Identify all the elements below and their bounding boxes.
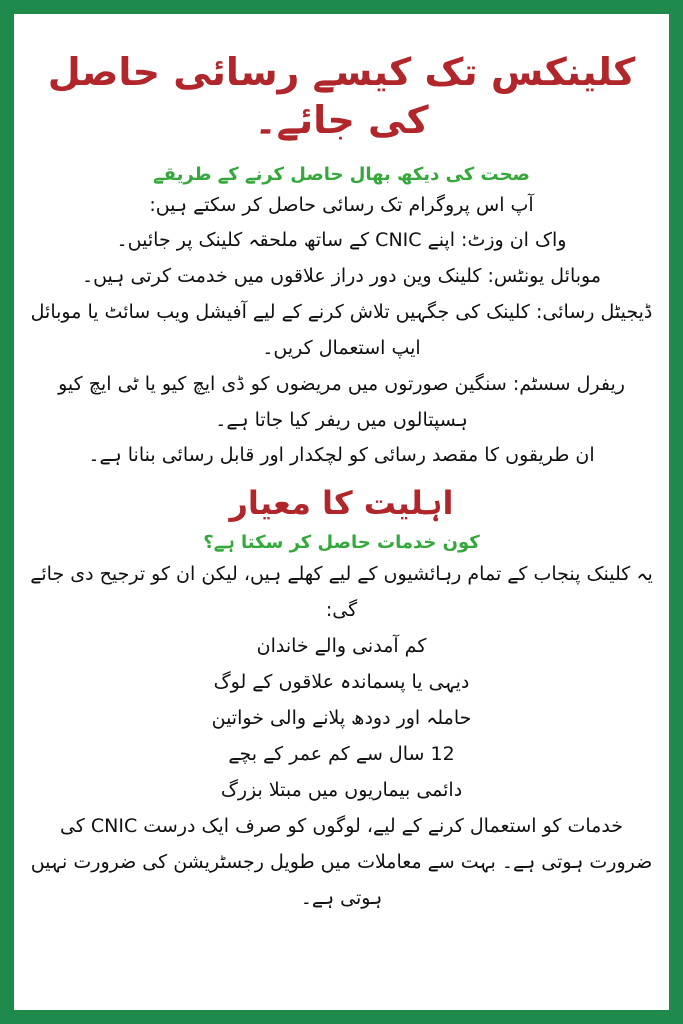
access-method-mobile-units: موبائل یونٹس: کلینک وین دور دراز علاقوں میں خدمت کرتی ہیں۔ <box>81 265 602 287</box>
priority-group-women: حاملہ اور دودھ پلانے والی خواتین <box>211 707 472 729</box>
eligibility-closing: خدمات کو استعمال کرنے کے لیے، لوگوں کو صرف ایک درست CNIC کی ضرورت ہوتی ہے۔ بہت سے معاملات میں طویل رجسٹریشن کی ضرورت نہیں ہوتی ہے۔ <box>30 815 653 909</box>
access-intro: آپ اس پروگرام تک رسائی حاصل کر سکتے ہیں: <box>149 194 534 216</box>
eligibility-intro: یہ کلینک پنجاب کے تمام رہائشیوں کے لیے کھلے ہیں، لیکن ان کو ترجیح دی جائے گی: <box>30 563 653 621</box>
eligibility-subtitle: کون خدمات حاصل کر سکتا ہے؟ <box>203 532 480 553</box>
priority-group-rural: دیہی یا پسماندہ علاقوں کے لوگ <box>213 671 470 693</box>
info-sheet <box>14 14 669 1010</box>
access-method-digital: ڈیجیٹل رسائی: کلینک کی جگہیں تلاش کرنے کے لیے آفیشل ویب سائٹ یا موبائل ایپ استعمال کریں۔ <box>30 301 653 359</box>
access-summary: ان طریقوں کا مقصد رسائی کو لچکدار اور قابل رسائی بنانا ہے۔ <box>88 444 595 466</box>
priority-group-children: 12 سال سے کم عمر کے بچے <box>228 743 455 765</box>
page-title: کلینکس تک کیسے رسائی حاصل کی جائے۔ <box>47 50 636 142</box>
access-method-referral: ریفرل سسٹم: سنگین صورتوں میں مریضوں کو ڈی ایچ کیو یا ٹی ایچ کیو ہسپتالوں میں ریفر کیا جاتا ہے۔ <box>58 373 625 431</box>
priority-groups-list <box>14 628 669 808</box>
priority-group-low-income: کم آمدنی والے خاندان <box>256 635 427 657</box>
priority-group-elderly: دائمی بیماریوں میں مبتلا بزرگ <box>220 779 463 801</box>
access-method-walk-in: واک ان وزٹ: اپنے CNIC کے ساتھ ملحقہ کلینک پر جائیں۔ <box>116 229 567 251</box>
eligibility-title: اہلیت کا معیار <box>229 484 454 522</box>
access-subtitle: صحت کی دیکھ بھال حاصل کرنے کے طریقے <box>153 164 530 185</box>
